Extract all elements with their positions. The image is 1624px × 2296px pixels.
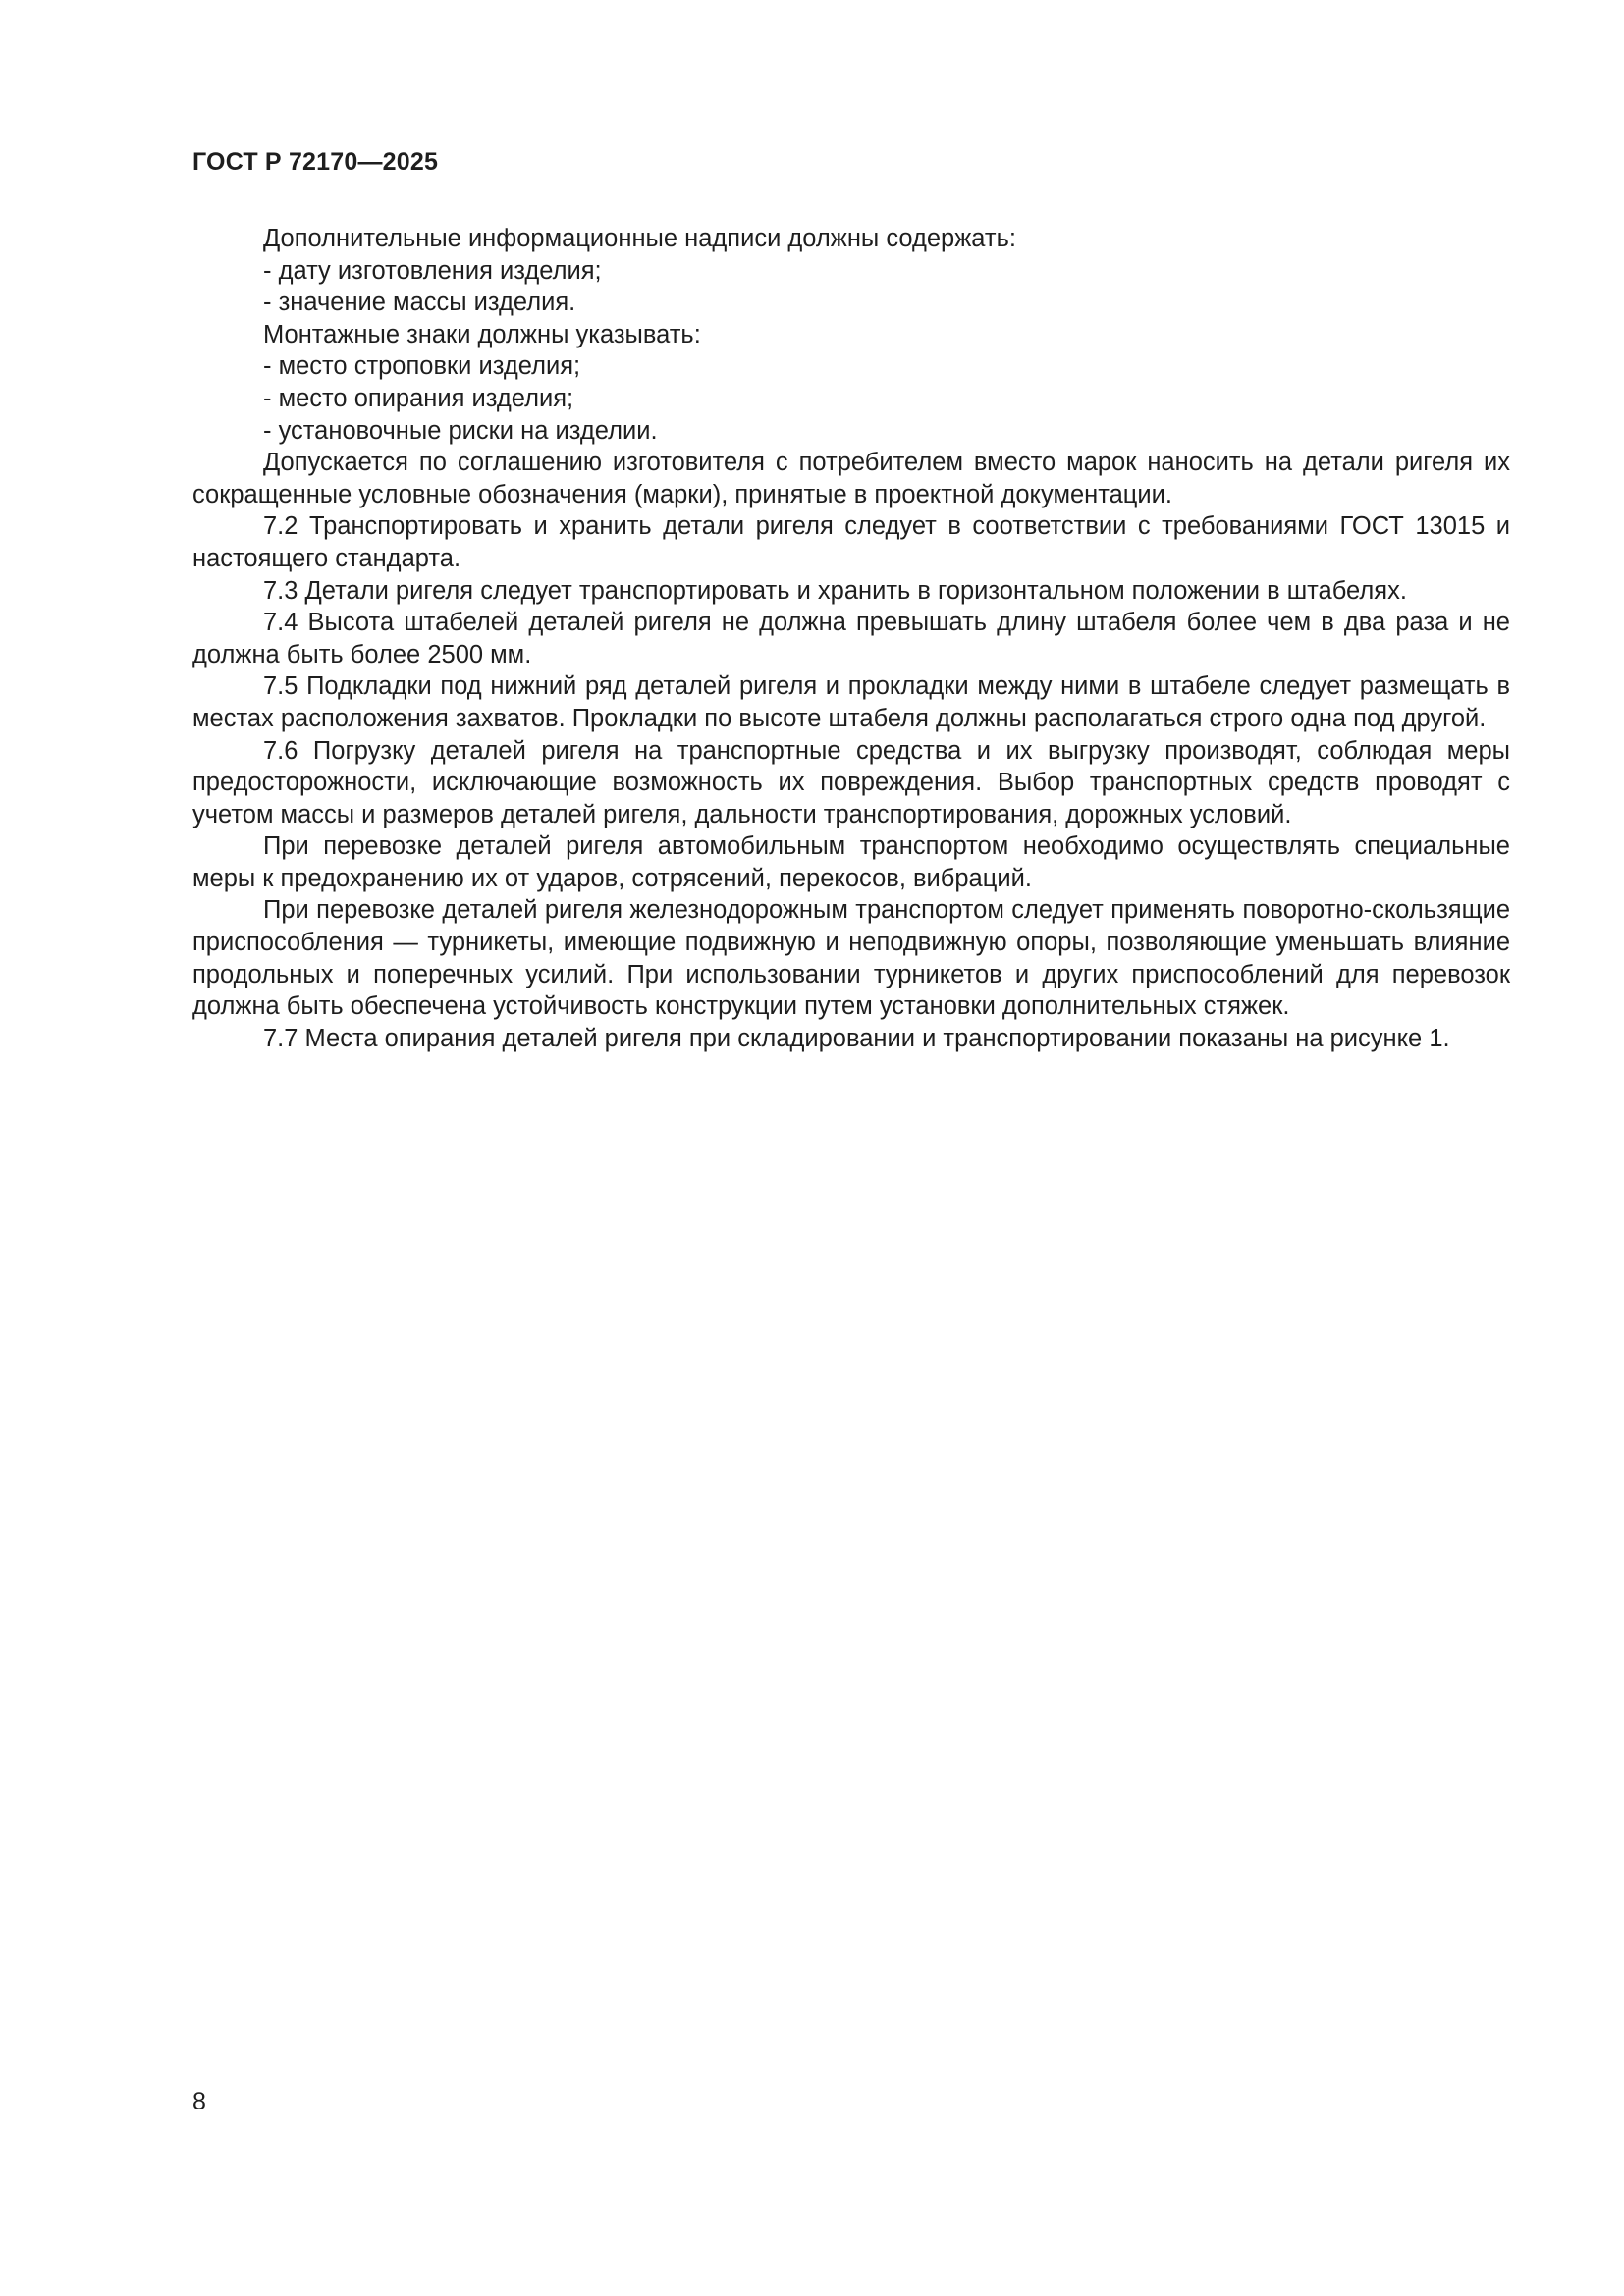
document-header-code: ГОСТ Р 72170—2025 <box>192 148 439 176</box>
paragraph-rail-transport: При перевозке деталей ригеля железнодорожным транспортом следует применять поворотно-скользящие приспособления — турникеты, имеющие подвижную и неподвижную опоры, позволяющие уменьшать влияние продольных и поперечных усилий. При использовании турникетов и других приспособлений для перевозок должна быть обеспечена устойчивость конструкции путем установки дополнительных стяжек. <box>192 896 1510 1021</box>
list-item-manufacture-date: - дату изготовления изделия; <box>263 256 602 285</box>
paragraph-mounting-signs: Монтажные знаки должны указывать: <box>263 320 701 348</box>
page-number: 8 <box>192 2088 206 2115</box>
clause-7-6: 7.6 Погрузку деталей ригеля на транспортные средства и их выгрузку производят, соблюдая меры предосторожности, исключающие возможность их повреждения. Выбор транспортных средств проводят с учетом массы и размеров деталей ригеля, дальности транспортирования, дорожных условий. <box>192 736 1510 828</box>
clause-7-4: 7.4 Высота штабелей деталей ригеля не должна превышать длину штабеля более чем в два раза и не должна быть более 2500 мм. <box>192 609 1510 668</box>
clause-7-7: 7.7 Места опирания деталей ригеля при складировании и транспортировании показаны на рисунке 1. <box>263 1024 1450 1052</box>
list-item-mass-value: - значение массы изделия. <box>263 289 576 317</box>
list-item-alignment-marks: - установочные риски на изделии. <box>263 416 658 445</box>
clause-7-2: 7.2 Транспортировать и хранить детали ригеля следует в соответствии с требованиями ГОСТ 13015 и настоящего стандарта. <box>192 512 1510 572</box>
paragraph-short-designations: Допускается по соглашению изготовителя с потребителем вместо марок наносить на детали ригеля их сокращенные условные обозначения (марки), принятые в проектной документации. <box>192 449 1510 508</box>
paragraph-info-inscriptions: Дополнительные информационные надписи должны содержать: <box>263 225 1016 252</box>
document-body <box>192 223 1510 1054</box>
list-item-slinging-place: - место строповки изделия; <box>263 352 581 381</box>
clause-7-5: 7.5 Подкладки под нижний ряд деталей ригеля и прокладки между ними в штабеле следует размещать в местах расположения захватов. Прокладки по высоте штабеля должны располагаться строго одна под другой. <box>192 672 1510 732</box>
paragraph-road-transport: При перевозке деталей ригеля автомобильным транспортом необходимо осуществлять специальные меры к предохранению их от ударов, сотрясений, перекосов, вибраций. <box>192 832 1510 892</box>
list-item-support-place: - место опирания изделия; <box>263 384 574 412</box>
clause-7-3: 7.3 Детали ригеля следует транспортировать и хранить в горизонтальном положении в штабелях. <box>263 576 1407 605</box>
